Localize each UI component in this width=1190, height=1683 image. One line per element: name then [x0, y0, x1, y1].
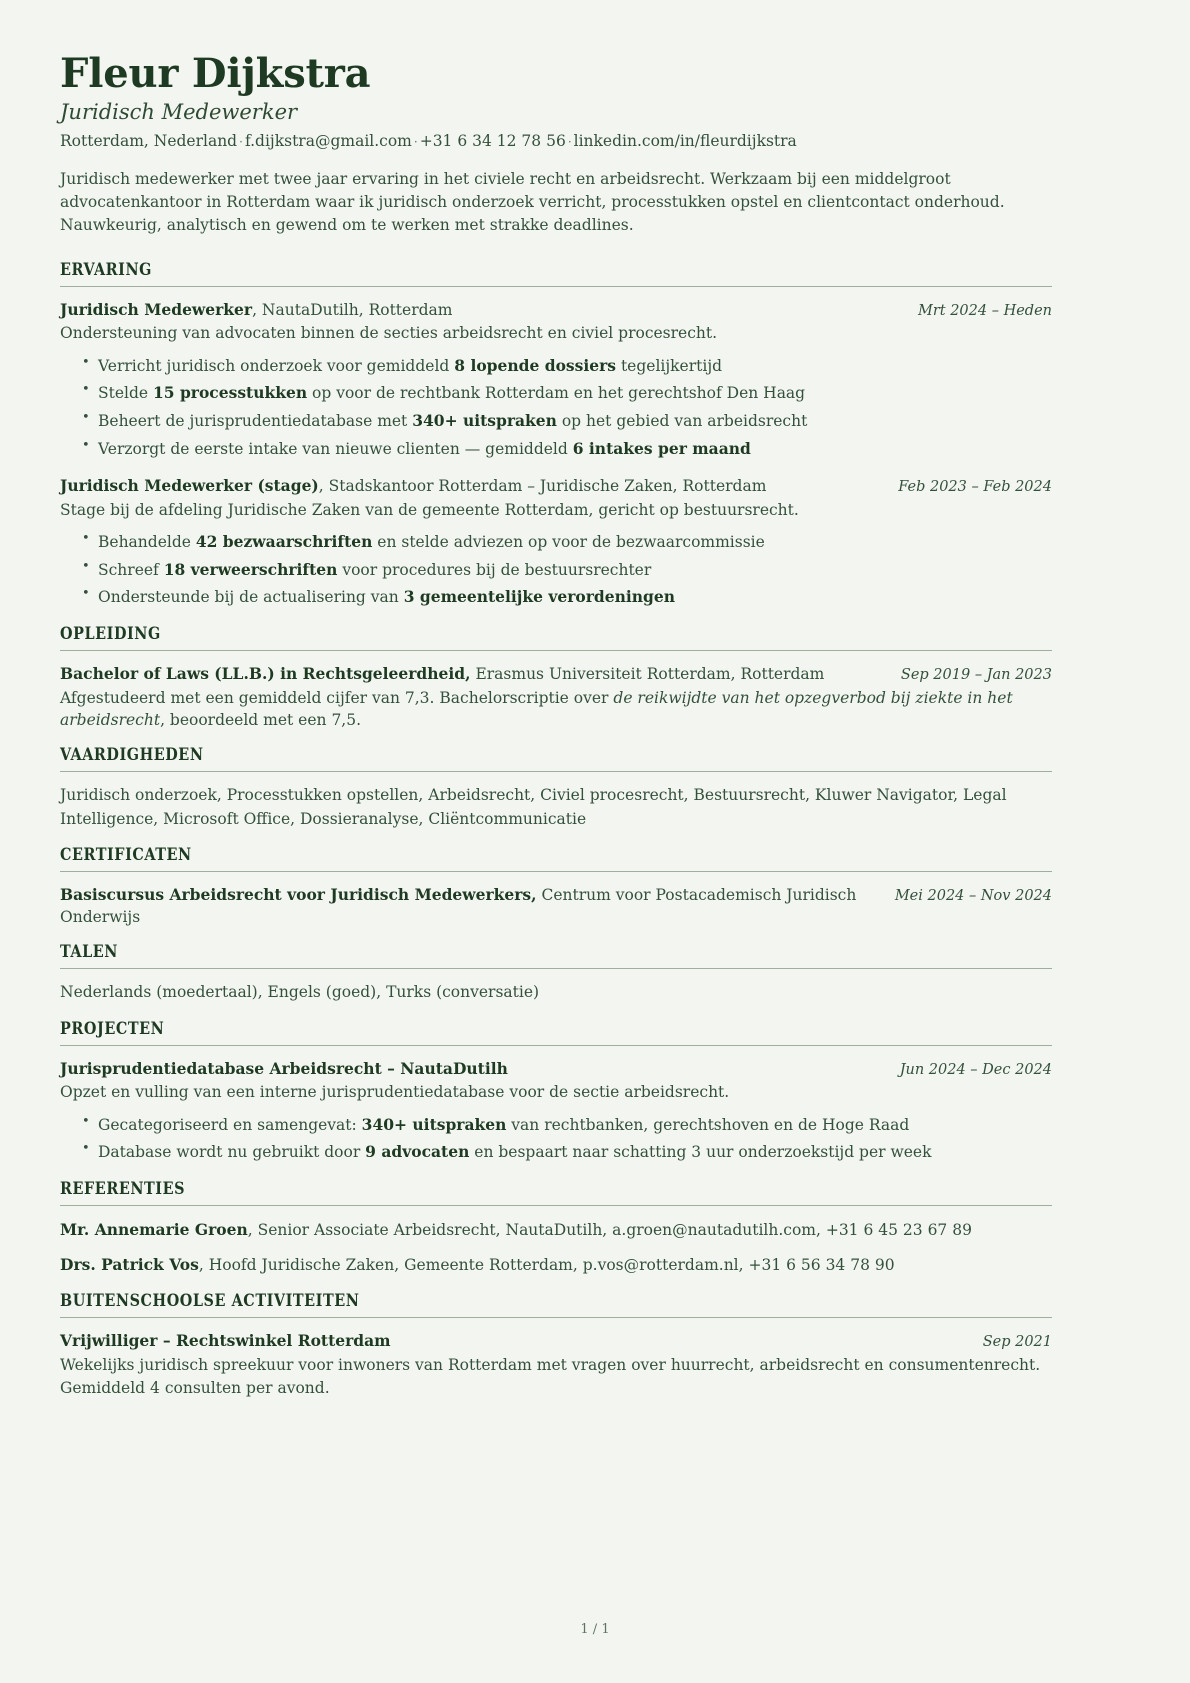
contact-separator-3: · — [567, 135, 572, 150]
resume-header — [60, 52, 1052, 238]
reference-name: Drs. Patrick Vos — [60, 1255, 199, 1275]
education-detail-pre: Afgestudeerd met een gemiddeld cijfer van 7,3. Bachelorscriptie over — [60, 688, 614, 707]
activity-title — [60, 1330, 965, 1353]
activity-description: Wekelijks juridisch spreekuur voor inwoners van Rotterdam met vragen over huurrecht, arbeidsrecht en consumentenrecht. Gemiddeld 4 consulten per avond. — [60, 1356, 1041, 1397]
bullet-text-pre: Schreef — [98, 560, 164, 579]
list-item — [82, 354, 1052, 379]
experience-date: Mrt 2024 – Heden — [917, 302, 1052, 319]
section-title-vaardigheden: VAARDIGHEDEN — [60, 745, 204, 766]
contact-line — [60, 131, 1052, 152]
bullet-text-post: voor procedures bij de bestuursrechter — [337, 560, 652, 579]
bullet-text-strong: 42 bezwaarschriften — [195, 532, 373, 552]
page-title: Fleur Dijkstra — [60, 50, 371, 97]
contact-linkedin[interactable]: linkedin.com/in/fleurdijkstra — [573, 132, 797, 151]
certificate-date: Mei 2024 – Nov 2024 — [894, 887, 1052, 904]
education-thesis-title: de reikwijdte van het opzegverbod bij ziekte in het arbeidsrecht — [60, 688, 1013, 730]
section-title-ervaring: ERVARING — [60, 259, 153, 280]
contact-location: Rotterdam, Nederland — [60, 132, 238, 151]
section-title-buitenschools: BUITENSCHOOLSE ACTIVITEITEN — [60, 1291, 360, 1312]
bullet-text-pre: Ondersteunde bij de actualisering van — [98, 588, 404, 607]
certificate-title — [60, 884, 877, 928]
list-item — [82, 530, 1052, 555]
bullet-text-strong: 3 gemeentelijke verordeningen — [403, 587, 676, 607]
summary-paragraph: Juridisch medewerker met twee jaar ervaring in het civiele recht en arbeidsrecht. Werkzaam bij een middelgroot advocatenkantoor in Rotterdam waar ik juridisch onderzoek verricht, processtukken opstel en clientcontact onderhoud. Nauwkeurig, analytisch en gewend om te werken met strakke deadlines. — [60, 169, 1005, 235]
page-indicator: 1 / 1 — [580, 1622, 610, 1637]
bullet-text-pre: Verricht juridisch onderzoek voor gemiddeld — [98, 356, 455, 375]
contact-separator-2: · — [413, 135, 418, 150]
activity-date: Sep 2021 — [982, 1334, 1052, 1351]
project-name: Jurisprudentiedatabase Arbeidsrecht – NautaDutilh — [60, 1058, 508, 1078]
languages-list: Nederlands (moedertaal), Engels (goed), Turks (conversatie) — [60, 983, 540, 1002]
bullet-text-pre: Verzorgt de eerste intake van nieuwe clienten — gemiddeld — [98, 439, 573, 458]
bullet-text-pre: Beheert de jurisprudentiedatabase met — [98, 411, 413, 430]
section-opleiding — [60, 624, 1052, 732]
bullet-text-post: tegelijkertijd — [616, 356, 723, 375]
list-item — [82, 437, 1052, 462]
education-detail — [60, 687, 1052, 732]
project-description: Opzet en vulling van een interne jurisprudentiedatabase voor de sectie arbeidsrecht. — [60, 1083, 730, 1102]
list-item — [82, 409, 1052, 434]
bullet-text-pre: Database wordt nu gebruikt door — [98, 1143, 366, 1162]
education-date: Sep 2019 – Jan 2023 — [900, 666, 1052, 683]
section-rule — [60, 1045, 1052, 1046]
certificate-entry — [60, 884, 1052, 928]
education-institution: Erasmus Universiteit Rotterdam, Rotterdam — [470, 664, 825, 683]
experience-role: Juridisch Medewerker — [60, 299, 253, 319]
bullet-text-strong: 9 advocaten — [365, 1142, 470, 1162]
bullet-text-strong: 18 verweerschriften — [163, 559, 338, 579]
reference-detail: , Senior Associate Arbeidsrecht, NautaDutilh, a.groen@nautadutilh.com, +31 6 45 23 67 89 — [247, 1220, 972, 1239]
section-certificaten — [60, 845, 1052, 928]
contact-email[interactable]: f.dijkstra@gmail.com — [244, 132, 412, 151]
activity-entry — [60, 1330, 1052, 1399]
list-item — [82, 1140, 1052, 1165]
education-degree: Bachelor of Laws (LL.B.) in Rechtsgeleerdheid, — [60, 663, 471, 683]
experience-role: Juridisch Medewerker (stage) — [60, 476, 319, 496]
section-title-opleiding: OPLEIDING — [60, 623, 161, 644]
section-rule — [60, 871, 1052, 872]
experience-title — [60, 475, 880, 498]
reference-item — [60, 1253, 1052, 1277]
project-title — [60, 1058, 882, 1081]
bullet-text-pre: Stelde — [98, 384, 153, 403]
section-rule — [60, 1317, 1052, 1318]
education-title — [60, 663, 883, 686]
section-title-projecten: PROJECTEN — [60, 1018, 165, 1039]
experience-company: , NautaDutilh, Rotterdam — [252, 300, 453, 319]
bullet-text-post: en stelde adviezen op voor de bezwaarcommissie — [372, 533, 765, 552]
section-rule — [60, 650, 1052, 651]
experience-bullets — [60, 530, 1052, 610]
bullet-text-post: op het gebied van arbeidsrecht — [556, 411, 808, 430]
reference-item — [60, 1218, 1052, 1242]
section-rule — [60, 771, 1052, 772]
section-projecten — [60, 1019, 1052, 1165]
reference-name: Mr. Annemarie Groen — [60, 1219, 248, 1239]
bullet-text-strong: 340+ uitspraken — [412, 410, 557, 430]
education-detail-post: , beoordeeld met een 7,5. — [160, 711, 362, 730]
project-date: Jun 2024 – Dec 2024 — [899, 1061, 1052, 1078]
education-entry — [60, 663, 1052, 732]
section-referenties — [60, 1179, 1052, 1278]
experience-title — [60, 299, 900, 322]
experience-description: Ondersteuning van advocaten binnen de secties arbeidsrecht en civiel procesrecht. — [60, 324, 718, 343]
project-bullets — [60, 1113, 1052, 1165]
list-item — [82, 558, 1052, 583]
contact-phone[interactable]: +31 6 34 12 78 56 — [419, 132, 566, 151]
section-title-certificaten: CERTIFICATEN — [60, 844, 192, 865]
section-vaardigheden — [60, 745, 1052, 831]
section-rule — [60, 1205, 1052, 1206]
section-ervaring — [60, 260, 1052, 610]
bullet-text-strong: 8 lopende dossiers — [454, 355, 617, 375]
certificate-name: Basiscursus Arbeidsrecht voor Juridisch Medewerkers, — [60, 884, 537, 904]
experience-bullets — [60, 354, 1052, 461]
certificate-provider: Centrum voor Postacademisch Juridisch Onderwijs — [60, 885, 857, 926]
bullet-text-strong: 6 intakes per maand — [572, 438, 751, 458]
contact-separator-1: · — [239, 135, 243, 150]
bullet-text-pre: Behandelde — [98, 533, 196, 552]
section-title-talen: TALEN — [60, 942, 119, 963]
experience-date: Feb 2023 – Feb 2024 — [898, 479, 1052, 496]
bullet-text-post: op voor de rechtbank Rotterdam en het gerechtshof Den Haag — [307, 384, 806, 403]
list-item — [82, 381, 1052, 406]
list-item — [82, 585, 1052, 610]
experience-entry — [60, 299, 1052, 461]
list-item — [82, 1113, 1052, 1138]
reference-detail: , Hoofd Juridische Zaken, Gemeente Rotterdam, p.vos@rotterdam.nl, +31 6 56 34 78 90 — [198, 1256, 895, 1275]
bullet-text-strong: 15 processtukken — [153, 383, 308, 403]
section-title-referenties: REFERENTIES — [60, 1178, 186, 1199]
experience-entry — [60, 475, 1052, 610]
skills-list: Juridisch onderzoek, Processtukken opstellen, Arbeidsrecht, Civiel procesrecht, Bestuursrecht, Kluwer Navigator, Legal Intelligence, Microsoft Office, Dossieranalyse, Cliëntcommunicatie — [60, 786, 1007, 828]
bullet-text-post: en bespaart naar schatting 3 uur onderzoekstijd per week — [469, 1143, 932, 1162]
job-headline: Juridisch Medewerker — [60, 99, 298, 124]
section-rule — [60, 968, 1052, 969]
bullet-text-strong: 340+ uitspraken — [361, 1114, 507, 1134]
bullet-text-post: van rechtbanken, gerechtshoven en de Hoge Raad — [506, 1115, 910, 1134]
activity-role: Vrijwilliger – Rechtswinkel Rotterdam — [60, 1331, 391, 1351]
project-entry — [60, 1058, 1052, 1165]
experience-description: Stage bij de afdeling Juridische Zaken van de gemeente Rotterdam, gericht op bestuursrecht. — [60, 500, 799, 519]
bullet-text-pre: Gecategoriseerd en samengevat: — [98, 1115, 362, 1134]
section-talen — [60, 942, 1052, 1004]
section-buitenschoolse-activiteiten — [60, 1291, 1052, 1399]
section-rule — [60, 286, 1052, 287]
experience-company: , Stadskantoor Rotterdam – Juridische Zaken, Rotterdam — [318, 477, 767, 496]
